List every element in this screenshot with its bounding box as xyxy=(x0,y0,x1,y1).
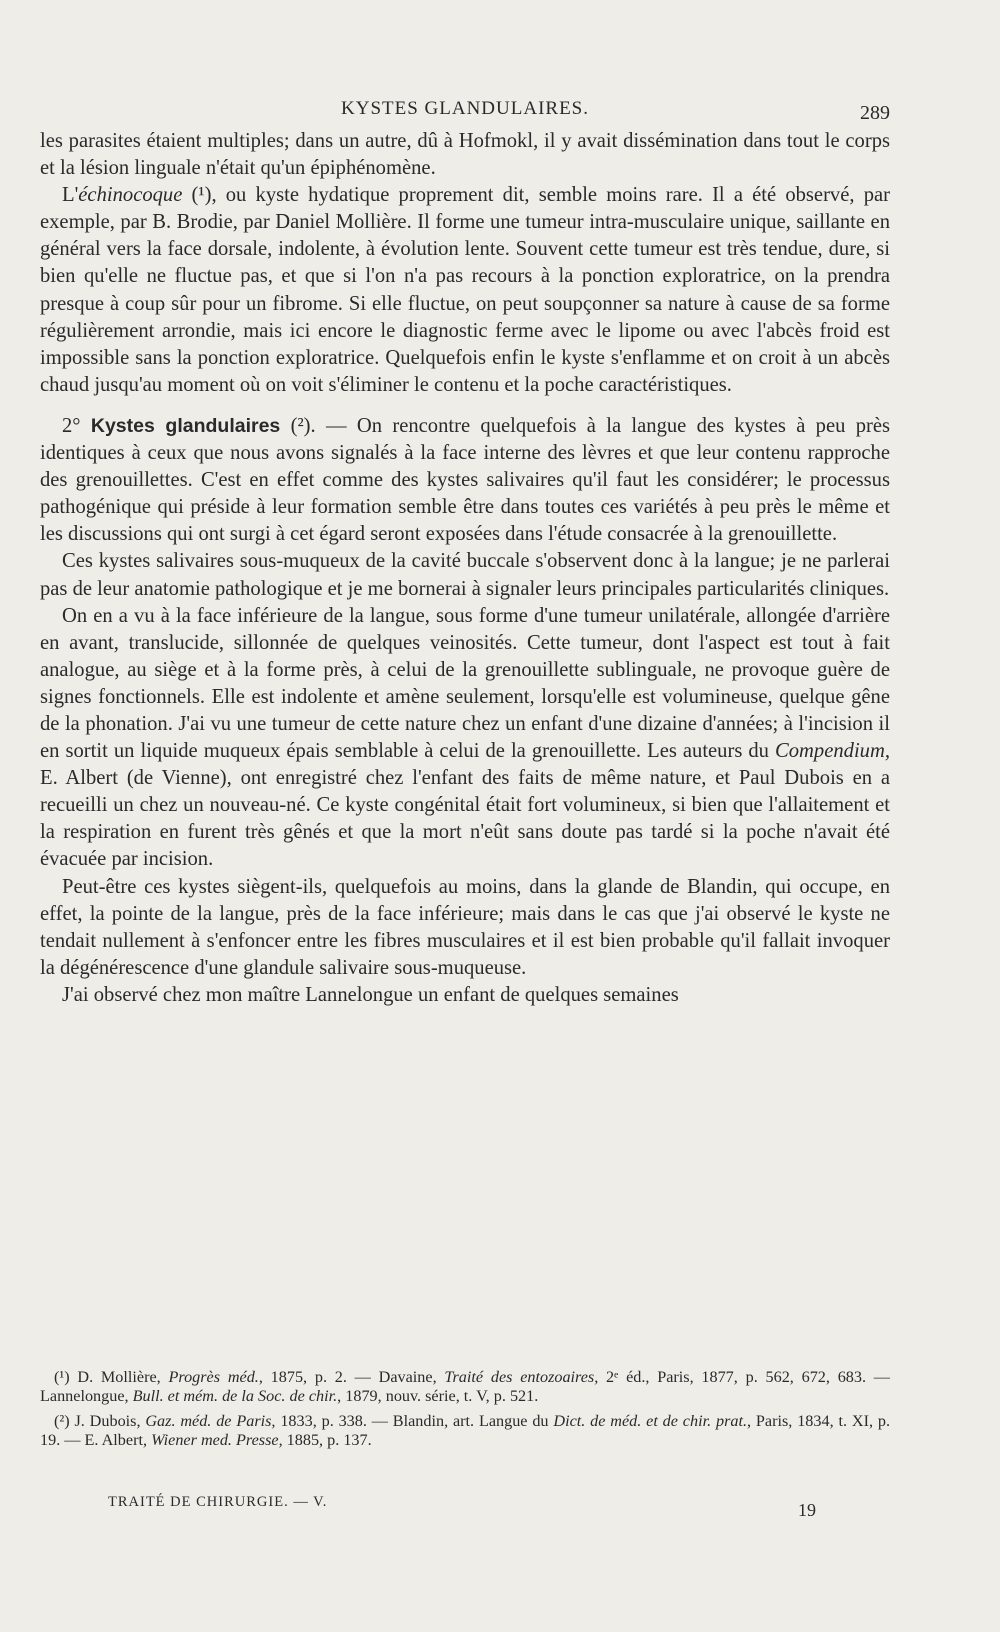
paragraph xyxy=(40,874,890,982)
paragraph xyxy=(40,182,890,399)
main-text xyxy=(40,128,890,1009)
footnote-italic: Bull. et mém. de la Soc. de chir. xyxy=(132,1387,338,1405)
running-title: KYSTES GLANDULAIRES. xyxy=(341,98,589,119)
signature-number: 19 xyxy=(798,1500,816,1520)
section-number: 2° xyxy=(62,414,81,437)
footnote-text: , 1875, p. 2. — Davaine, xyxy=(258,1368,445,1386)
footnote-text: 2ᵉ éd., Paris, 1877, p. 562, 672, 683. — Lannelongue, xyxy=(40,1368,890,1405)
paragraph-text: les parasites étaient multiples; dans un autre, dû à Hofmokl, il y avait dissémination dans tout le corps et la lésion linguale n'était qu'un épiphénomène. xyxy=(40,130,890,180)
paragraph-text: Ces kystes salivaires sous-muqueux de la cavité buccale s'observent donc à la langue; je ne parlerai pas de leur anatomie pathologique et je me bornerai à signaler leurs principales particularités cliniques. xyxy=(40,550,890,600)
paragraph-text: E. Albert (de Vienne), ont enregistré chez l'enfant des faits de même nature, et Paul Dubois en a recueilli un chez un nouveau-né. Ce kyste congénital était fort volumineux, si bien que l'allaitement et la respiration en furent très gênés et que la mort n'eût sans doute pas tardé si la poche n'avait été évacuée par incision. xyxy=(40,767,890,871)
paragraph-text: L' xyxy=(62,184,79,207)
footnote-italic: Gaz. méd. de Paris, xyxy=(145,1412,276,1430)
footnotes xyxy=(40,1368,890,1456)
footnote-italic: Wiener med. Presse, xyxy=(151,1431,283,1449)
book-title-signature: TRAITÉ DE CHIRURGIE. — V. xyxy=(108,1494,328,1510)
footnote-text: 1833, p. 338. — Blandin, art. Langue du xyxy=(275,1412,554,1430)
footnote-text: , 1879, nouv. série, t. V, p. 521. xyxy=(337,1387,539,1405)
italic-term: Compendium, xyxy=(775,740,890,763)
paragraph-text: On en a vu à la face inférieure de la langue, sous forme d'une tumeur unilatérale, allongée d'arrière en avant, translucide, sillonnée de quelques veinosités. Cette tumeur, dont l'aspect est tout à fait analogue, au siège et à la forme près, à celui de la grenouillette sublinguale, ne provoque guère de signes fonctionnels. Elle est indolente et amène seulement, lorsqu'elle est volumineuse, quelque gêne de la phonation. J'ai vu une tumeur de cette nature chez un enfant d'une dizaine d'années; à l'incision il en sortit un liquide muqueux épais semblable à celui de la grenouillette. Les auteurs du xyxy=(40,604,890,763)
paragraph-text: (¹), ou kyste hydatique proprement dit, semble moins rare. Il a été observé, par exemple, par B. Brodie, par Daniel Mollière. Il forme une tumeur intra-musculaire unique, saillante en général vers la face dorsale, indolente, à évolution lente. Souvent cette tumeur est très tendue, dure, si bien qu'elle ne fluctue pas, et que si l'on n'a pas recours à la ponction exploratrice, on la prendra presque à coup sûr pour un fibrome. Si elle fluctue, on peut soupçonner sa nature à cause de sa forme régulièrement arrondie, mais ici encore le diagnostic ferme avec le lipome ou avec l'abcès froid est impossible sans la ponction exploratrice. Quelquefois enfin le kyste s'enflamme et on croit à un abcès chaud jusqu'au moment où on voit s'éliminer le contenu et la poche caractéristiques. xyxy=(40,184,890,396)
page-footer xyxy=(40,1494,890,1524)
running-header xyxy=(40,94,890,128)
paragraph xyxy=(40,548,890,602)
page-number: 289 xyxy=(860,102,890,124)
footnote-italic: Traité des entozoaires, xyxy=(444,1368,599,1386)
paragraph-text: (²). — On rencontre quelquefois à la langue des kystes à peu près identiques à ceux que nous avons signalés à la face interne des lèvres et que leur contenu rapproche des grenouillettes. C'est en effet comme des kystes salivaires qu'il faut les considérer; le processus pathogénique qui préside à leur formation semble être dans toutes ces variétés à peu près le même et les discussions qui ont surgi à cet égard seront exposées dans l'étude consacrée à la grenouillette. xyxy=(40,414,890,546)
footnote-italic: Progrès méd. xyxy=(168,1368,259,1386)
footnote-text: (²) J. Dubois, xyxy=(54,1412,146,1430)
footnote-italic: Dict. de méd. et de chir. prat. xyxy=(553,1412,748,1430)
paragraph-text: J'ai observé chez mon maître Lannelongue un enfant de quelques semaines xyxy=(62,983,679,1006)
paragraph xyxy=(40,128,890,182)
paragraph xyxy=(40,982,890,1009)
section-heading: Kystes glandulaires xyxy=(90,414,281,437)
footnote-text: , Paris, 1834, t. XI, p. 19. — E. Albert, xyxy=(40,1412,890,1449)
paragraph xyxy=(40,603,890,874)
footnote-text: 1885, p. 137. xyxy=(282,1431,372,1449)
footnote-text: (¹) D. Mollière, xyxy=(54,1368,169,1386)
footnote-2 xyxy=(40,1412,890,1450)
italic-term: échinocoque xyxy=(78,184,183,207)
footnote-1 xyxy=(40,1368,890,1406)
paragraph-text: Peut-être ces kystes siègent-ils, quelquefois au moins, dans la glande de Blandin, qui occupe, en effet, la pointe de la langue, près de la face inférieure; mais dans le cas que j'ai observé le kyste ne tendait nullement à s'enfoncer entre les fibres musculaires et il est bien probable qu'il fallait invoquer la dégénérescence d'une glandule salivaire sous-muqueuse. xyxy=(40,875,890,979)
section-paragraph xyxy=(40,413,890,548)
